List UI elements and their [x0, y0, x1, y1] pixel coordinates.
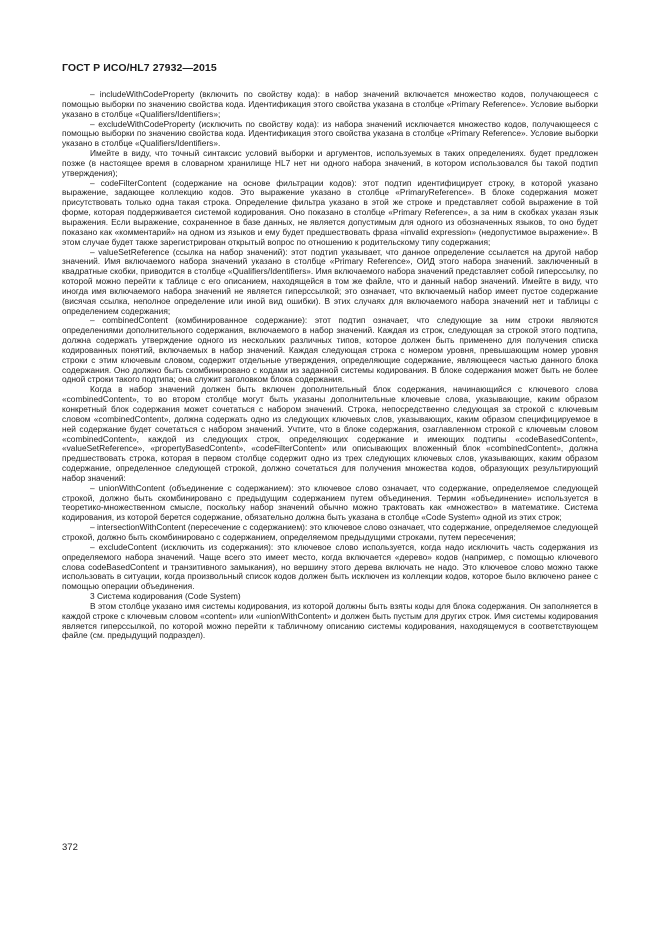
paragraph: – valueSetReference (ссылка на набор значений): этот подтип указывает, что данное определение ссылается на другой набор значений. Имя включаемого набора значений указано в столбце «Primary Reference», ОИД этого набора значений. заключенный в квадратные скобки, приводится в столбце «Qualifiers/Identifiers». Имя включаемого набора значений представляет собой гиперссылку, по которой можно перейти к таблице с его описанием, находящейся в том же файле, что и данный набор значений. Имейте в виду, что иногда имя включаемого набора значений не является гиперссылкой; это означает, что включаемый набор имеет пустое содержание (висячая ссылка, неполное определение или иной вид ошибки). В этих случаях для включаемого набора значений нет и таблицы с определением содержания; — [62, 246, 598, 316]
paragraph: – includeWithCodeProperty (включить по свойству кода): в набор значений включается множество кодов, получающееся с помощью выборки по значению свойства кода. Идентификация этого свойства указана в столбце «Primary Reference». Условие выборки указано в столбце «Qualifiers/Identifiers»; — [62, 89, 598, 119]
paragraph: – codeFilterContent (содержание на основе фильтрации кодов): этот подтип идентифицирует строку, в которой указано выражение, задающее коллекцию кодов. Это выражение указано в столбце «PrimaryReference». В блоке содержания может присутствовать только одна такая строка. Определение фильтра указано в этой же строке и представляет собой выражение в той форме, которая поддерживается системой кодирования. Оно показано в столбце «Primary Reference», а за ним в скобках указан язык выражения. Если выражение, сохраненное в базе данных, не является допустимым для одного из обозначенных языков, то оно будет показано как «комментарий» на одном из языков и ему будет предшествовать фраза «invalid expression» (недопустимое выражение». В этом случае будет также зарегистрирован открытый вопрос по отношению к родительскому типу содержания; — [62, 177, 598, 247]
paragraph: Когда в набор значений должен быть включен дополнительный блок содержания, начинающийся с ключевого слова «combinedContent», то во втором столбце могут быть указаны дополнительные ключевые слова, указывающие, каким образом конкретный блок содержания может сочетаться с набором значений. Строка, непосредственно следующая за строкой с ключевым словом «combinedContent», должна содержать одно из следующих ключевых слов, указывающих, каким образом специфицируемое в ней содержание будет сочетаться с набором значений. Учтите, что в блоке содержания, озаглавленном строкой с ключевым словом «combinedContent», каждой из следующих строк, определяющих содержание и имеющих подтипы «codeBasedContent», «valueSetReference», «propertyBasedContent», «codeFilterContent» или описывающих вложенный блок «combinedContent», должна предшествовать строка, которая в первом столбце содержит одно из трех следующих ключевых слов, указывающих, каким образом содержание, определенное следующей строкой, должно сочетаться для получения множества кодов, образующих результирующий набор значений: — [62, 384, 598, 483]
paragraph: Имейте в виду, что точный синтаксис условий выборки и аргументов, используемых в таких определениях. будет предложен позже (в настоящее время в словарном хранилище HL7 нет ни одного набора значений, в котором использовался бы такой подтип утверждения); — [62, 148, 598, 178]
paragraph: – excludeContent (исключить из содержания): это ключевое слово используется, когда надо исключить часть содержания из определяемого набора значений. Чаще всего это имеет место, когда включается «дерево» кодов (например, с помощью ключевого слова codeBasedContent и транзитивного замыкания), но вершину этого дерева включать не надо. Это ключевое слово можно также использовать в ситуации, когда произвольный список кодов должен быть исключен из коллекции кодов, которое было включено ранее с помощью операции объединения. — [62, 541, 598, 592]
paragraph: – unionWithContent (объединение с содержанием): это ключевое слово означает, что содержание, определяемое следующей строкой, должно быть скомбинировано с предыдущим содержанием путем объединения. Термин «объединение» используется в теоретико-множественном смысле, поскольку набор значений обычно можно трактовать как «множество» в математике. Система кодирования, из которой берется содержание, обязательно должна быть указана в столбце «Code System» одной из этих строк; — [62, 482, 598, 523]
document-body — [62, 90, 598, 641]
page-number: 372 — [62, 842, 78, 853]
paragraph: В этом столбце указано имя системы кодирования, из которой должны быть взяты коды для блока содержания. Он заполняется в каждой строке с ключевым словом «content» или «unionWithContent» и должен быть пустым для других строк. Имя системы кодирования является гиперссылкой, по которой можно перейти к табличному описанию системы кодирования, находящемуся в соответствующем файле (см. предыдущий подраздел). — [62, 600, 598, 641]
paragraph: – intersectionWithContent (пересечение с содержанием): это ключевое слово означает, что содержание, определяемое следующей строкой, должно быть скомбинировано с содержанием, определяемом предыдущими строками, путем пересечения; — [62, 522, 598, 542]
section-heading: 3 Система кодирования (Code System) — [90, 591, 241, 602]
paragraph: – excludeWithCodeProperty (исключить по свойству кода): из набора значений исключается множество кодов, получающееся с помощью выборки по значению свойства кода. Идентификация этого свойства указана в столбце «Primary Reference». Условие выборки указано в столбце «Qualifiers/Identifiers». — [62, 118, 598, 149]
standard-header: ГОСТ Р ИСО/HL7 27932—2015 — [62, 62, 217, 74]
paragraph: – combinedContent (комбинированное содержание): этот подтип означает, что следующие за ним строки являются определениями дополнительного содержания, включаемого в набор значений. Каждая из строк, следующая за строкой этого подтипа, должна содержать утверждение одного из нескольких различных типов, которое должен быть применено для получения списка кодированных понятий, включаемых в набор значений. Каждая следующая строка с номером уровня, превышающим номер уровня строки с этим ключевым словом, содержит отдельные утверждения, определяющие содержание, являющееся частью данного блока содержания. Оно должно быть скомбинировано с кодами из заданной системы кодирования. В блоке содержания может быть не более одной строки такого подтипа; она служит заголовком блока содержания. — [62, 315, 598, 385]
